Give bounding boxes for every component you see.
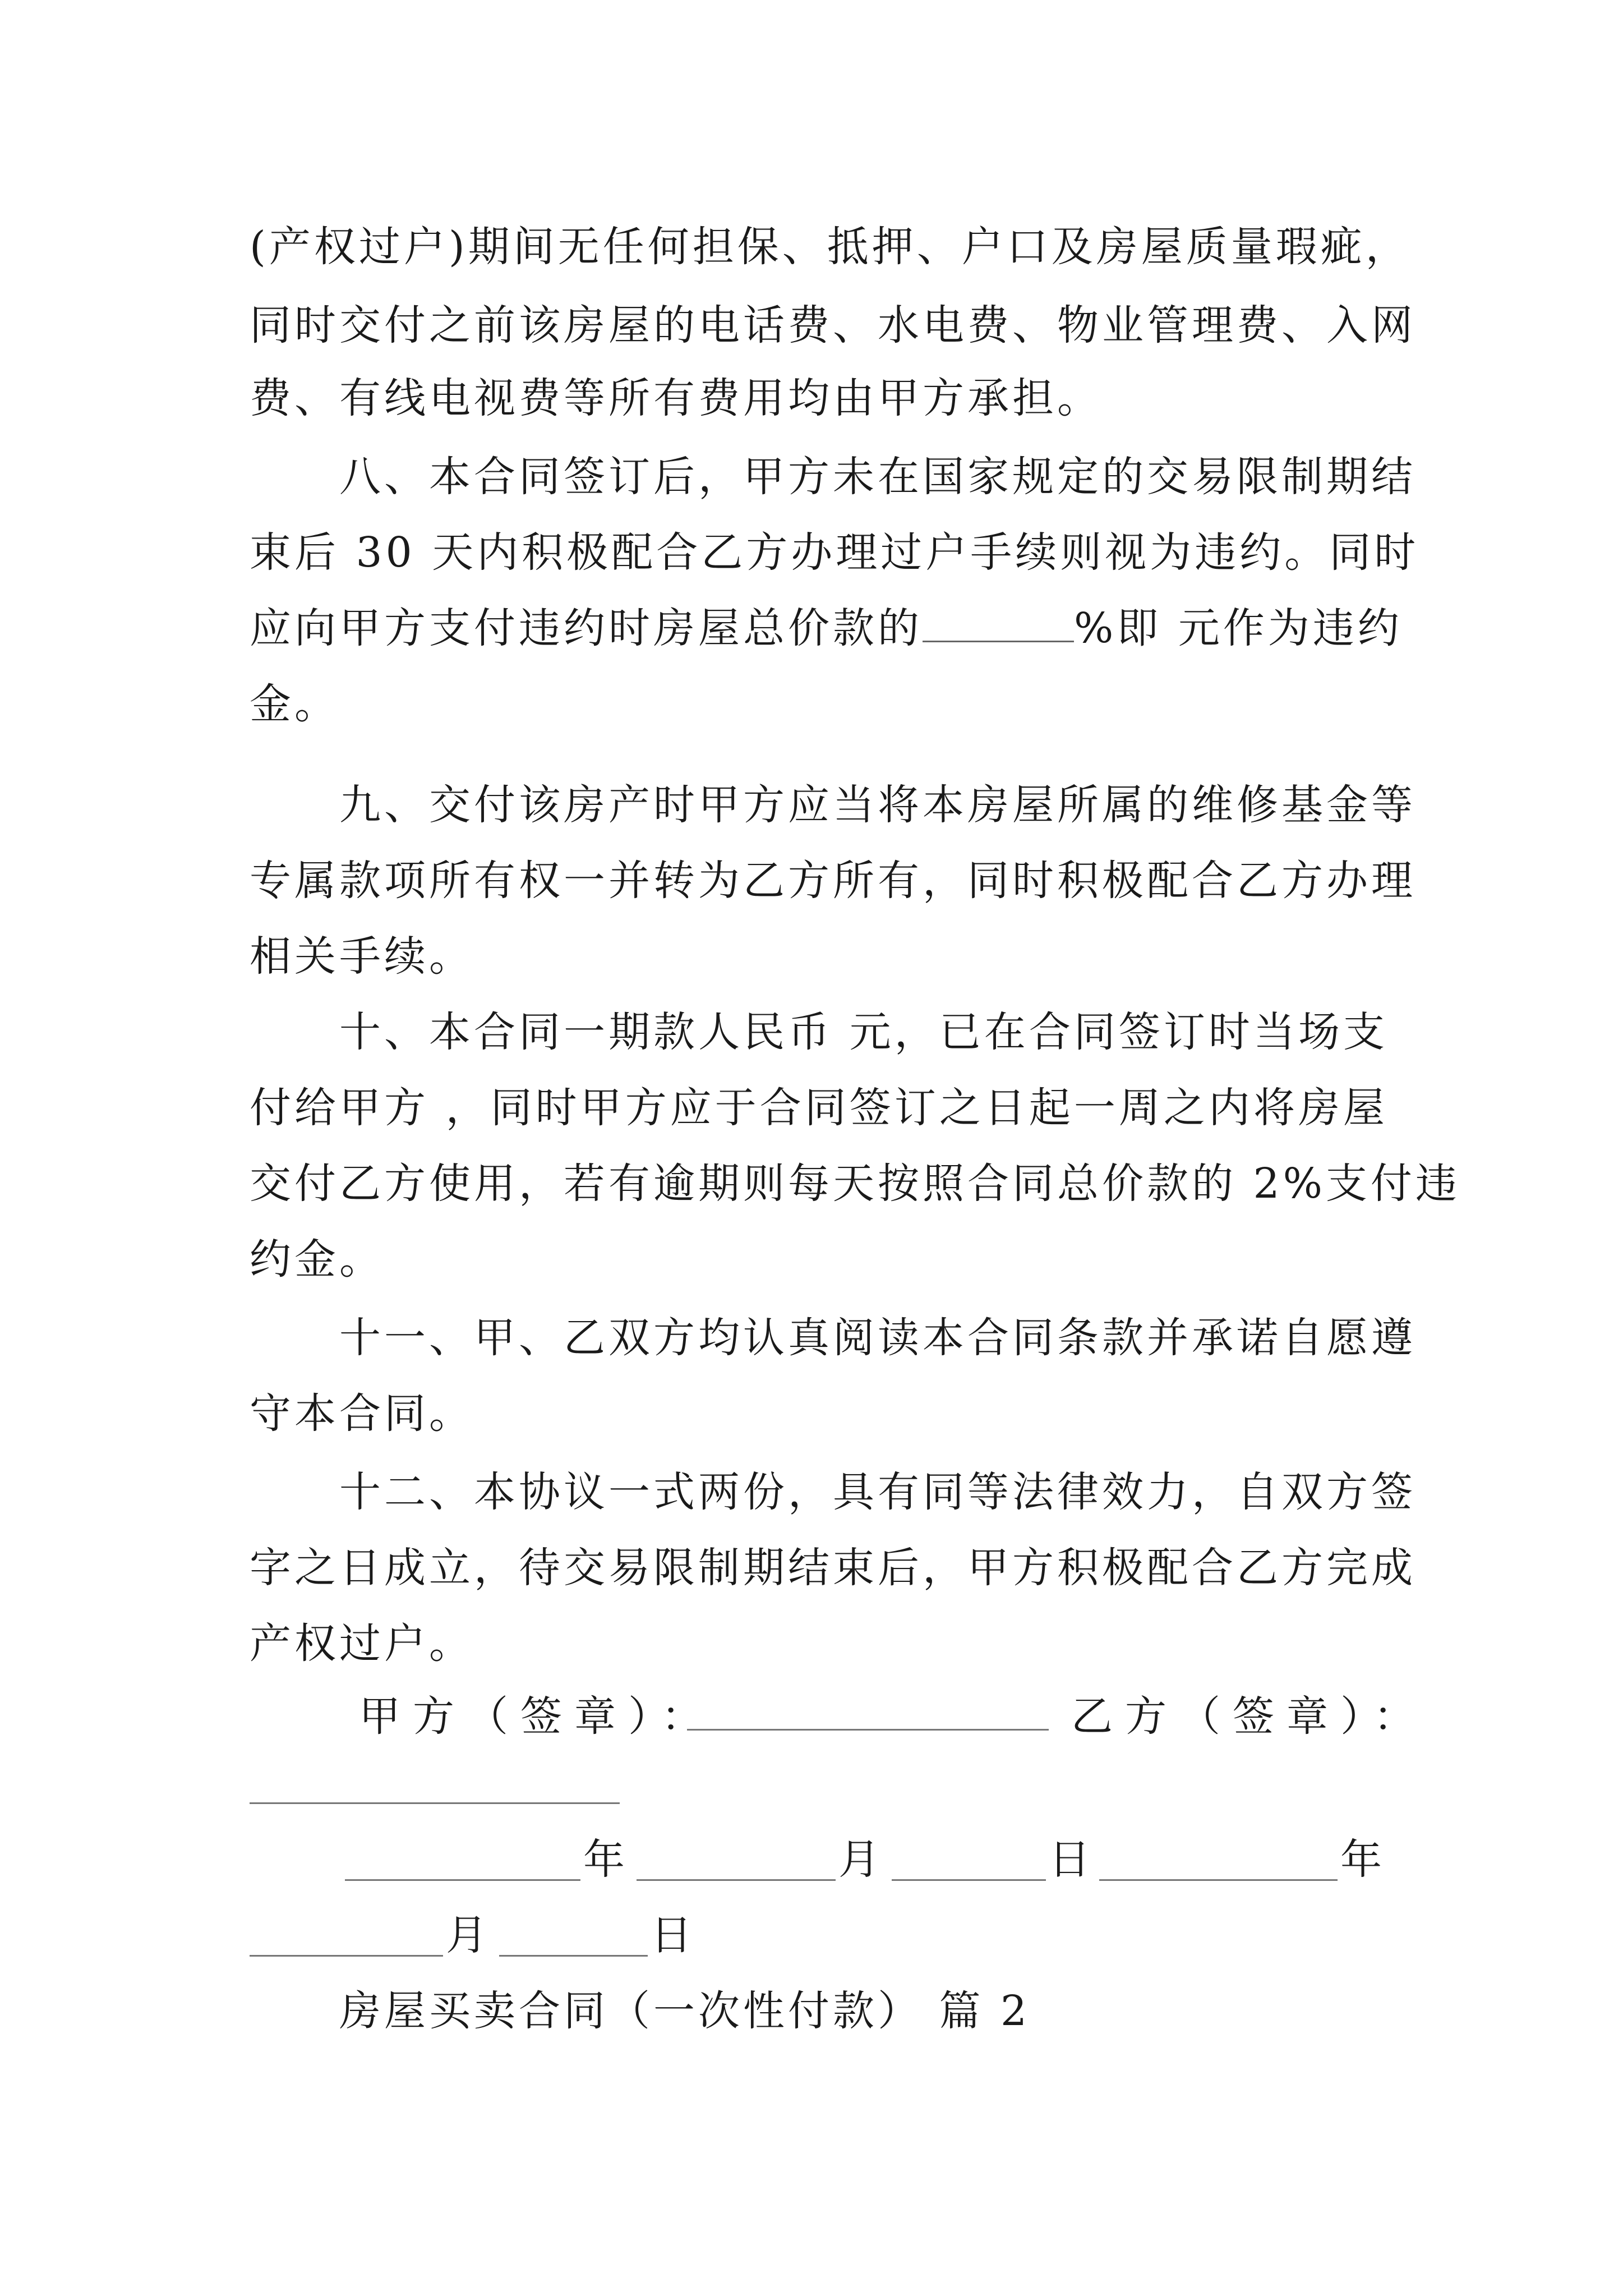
clause-8-text: %即 元作为违约 (1074, 604, 1403, 652)
party-a-signature-blank (687, 1729, 1049, 1731)
paragraph-line: 费、有线电视费等所有费用均由甲方承担。 (250, 374, 1102, 422)
year-label: 年 (1340, 1835, 1385, 1884)
clause-12-line: 字之日成立，待交易限制期结束后，甲方积极配合乙方完成 (250, 1544, 1416, 1592)
party-a-signature-label: 甲方（签章）： (359, 1692, 715, 1741)
year-label: 年 (583, 1835, 628, 1884)
month-label: 月 (838, 1835, 883, 1884)
clause-8-text: 应向甲方支付违约时房屋总价款的 (250, 604, 923, 652)
paragraph-line: 同时交付之前该房屋的电话费、水电费、物业管理费、入网 (250, 301, 1416, 349)
year-blank (345, 1879, 580, 1881)
month-blank (250, 1955, 443, 1957)
clause-8-line: 束后 30 天内积极配合乙方办理过户手续则视为违约。同时 (250, 528, 1419, 577)
party-b-signature-blank (250, 1802, 620, 1804)
day-blank (892, 1879, 1046, 1881)
party-b-signature-label: 乙方（签章）： (1071, 1692, 1427, 1741)
clause-9-line: 专属款项所有权一并转为乙方所有，同时积极配合乙方办理 (250, 857, 1416, 905)
clause-10-line: 十、本合同一期款人民币 元，已在合同签订时当场支 (339, 1008, 1388, 1056)
day-blank (499, 1955, 648, 1957)
clause-10-line: 约金。 (250, 1235, 384, 1283)
clause-12-line: 产权过户。 (250, 1619, 474, 1668)
clause-12-line: 十二、本协议一式两份，具有同等法律效力，自双方签 (339, 1468, 1416, 1516)
percent-blank (923, 601, 1074, 642)
paragraph-line: (产权过户)期间无任何担保、抵押、户口及房屋质量瑕疵， (250, 223, 1410, 271)
next-section-heading: 房屋买卖合同（一次性付款） 篇 2 (339, 1987, 1031, 2035)
clause-9-line: 相关手续。 (250, 932, 474, 981)
clause-11-line: 守本合同。 (250, 1389, 474, 1438)
clause-9-line: 九、交付该房产时甲方应当将本房屋所属的维修基金等 (339, 781, 1416, 829)
clause-8-line: 金。 (250, 680, 339, 728)
day-label: 日 (1049, 1835, 1094, 1884)
month-blank (637, 1879, 836, 1881)
clause-8-line: 八、本合同签订后，甲方未在国家规定的交易限制期结 (339, 453, 1416, 501)
clause-10-line: 交付乙方使用，若有逾期则每天按照合同总价款的 2%支付违 (250, 1159, 1460, 1208)
month-label: 月 (446, 1911, 491, 1959)
clause-10-line: 付给甲方 ，同时甲方应于合同签订之日起一周之内将房屋 (250, 1084, 1388, 1132)
clause-11-line: 十一、甲、乙双方均认真阅读本合同条款并承诺自愿遵 (339, 1314, 1416, 1362)
clause-8-line (250, 600, 1403, 656)
day-label: 日 (651, 1911, 695, 1959)
year-blank (1099, 1879, 1338, 1881)
